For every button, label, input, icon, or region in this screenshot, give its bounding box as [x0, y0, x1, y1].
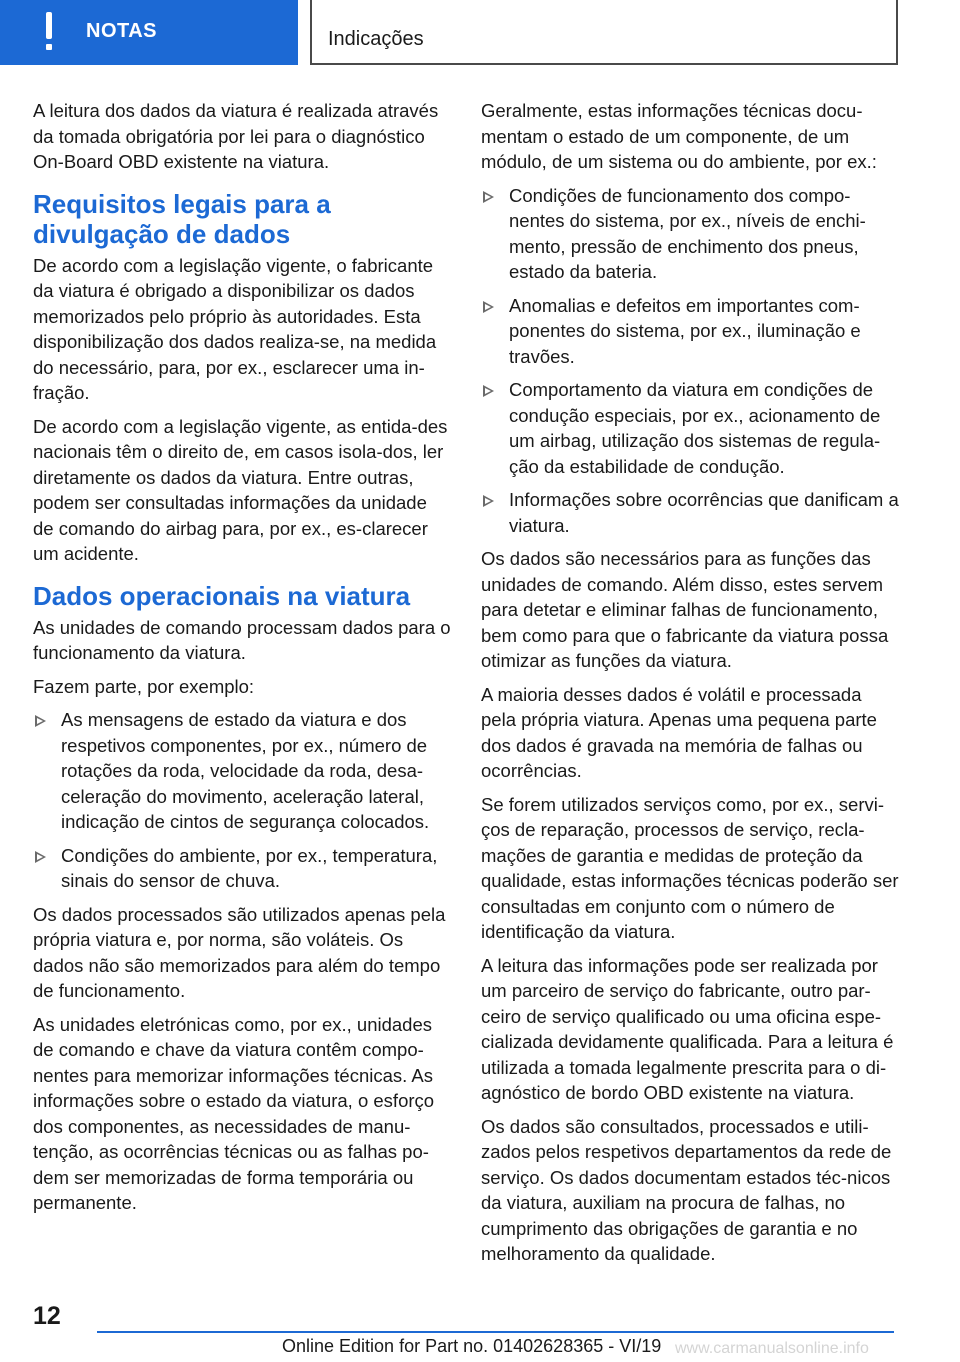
triangle-bullet-icon [483, 301, 494, 313]
list-item-text: As mensagens de estado da viatura e dos respetivos componentes, por ex., número de rotações da roda, velocidade da roda, desa‐celeração do movimento, aceleração lateral, indicação de cintos de segurança colocados. [61, 709, 430, 832]
triangle-bullet-icon [483, 385, 494, 397]
list-item-text: Condições do ambiente, por ex., temperatura, sinais do sensor de chuva. [61, 844, 438, 891]
list-item-text: Anomalias e defeitos em importantes com‐ponentes do sistema, por ex., iluminação e travões. [509, 294, 861, 367]
paragraph: De acordo com a legislação vigente, o fabricante da viatura é obrigado a disponibilizar os dados memorizados pelo próprio às autoridades. Esta disponibilização dos dados realiza-se, na medida do necessário, para, por ex., esclarecer uma in‐fração. [33, 254, 437, 403]
list-item-text: Comportamento da viatura em condições de condução especiais, por ex., acionamento de um airbag, utilização dos sistemas de regula‐ção da estabilidade de condução. [509, 379, 881, 477]
heading-legal-requirements: Requisitos legais para a divulgação de dados [33, 188, 331, 249]
paragraph: Fazem parte, por exemplo: [33, 675, 255, 697]
footer-divider [97, 1331, 894, 1333]
watermark: www.carmanualsonline.info [675, 1340, 869, 1357]
section-title: Indicações [328, 28, 424, 50]
triangle-bullet-icon [483, 191, 494, 203]
bullet-list [481, 183, 899, 539]
section-tab [0, 0, 298, 65]
list-item-text: Condições de funcionamento dos compo‐nentes do sistema, por ex., níveis de enchi‐mento, pressão de enchimento dos pneus, estado da bateria. [509, 184, 866, 282]
triangle-bullet-icon [35, 851, 46, 863]
paragraph: Os dados são consultados, processados e utili‐zados pelos respetivos departamentos da rede de serviço. Os dados documentam estados téc‐nicos da viatura, auxiliam na procura de falhas, no cumprimento das obrigações de garantia e no melhoramento da qualidade. [481, 1115, 892, 1264]
intro-paragraph: A leitura dos dados da viatura é realizada através da tomada obrigatória por lei para o diagnóstico On-Board OBD existente na viatura. [33, 100, 439, 172]
paragraph: Os dados processados são utilizados apenas pela própria viatura e, por norma, são voláteis. Os dados não são memorizados para além do tempo de funcionamento. [33, 903, 446, 1001]
paragraph: Se forem utilizados serviços como, por ex., servi‐ços de reparação, processos de serviço, recla‐mações de garantia e medidas de proteção da qualidade, estas informações técnicas poderão ser consultadas em conjunto com o número de identificação da viatura. [481, 793, 899, 942]
paragraph: Os dados são necessários para as funções das unidades de comando. Além disso, estes servem para detetar e eliminar falhas de funcionamento, bem como para que o fabricante da viatura possa otimizar as funções da viatura. [481, 548, 889, 671]
list-item [33, 707, 451, 835]
heading-operational-data: Dados operacionais na viatura [33, 580, 411, 611]
list-item [481, 377, 899, 479]
paragraph: A maioria desses dados é volátil e processada pela própria viatura. Apenas uma pequena parte dos dados é gravada na memória de falhas ou ocorrências. [481, 683, 877, 781]
list-item [481, 293, 899, 370]
section-label: NOTAS [86, 20, 158, 42]
list-item-text: Informações sobre ocorrências que danificam a viatura. [509, 489, 899, 536]
left-column [33, 98, 451, 1224]
exclamation-icon [44, 12, 54, 52]
section-title-box [310, 0, 898, 65]
paragraph: A leitura das informações pode ser realizada por um parceiro de serviço do fabricante, outro par‐ceiro de serviço qualificado ou uma oficina espe‐cializada devidamente qualificada. Para a leitura é utilizada a tomada legalmente prescrita para o di‐agnóstico de bordo OBD existente na viatura. [481, 954, 894, 1103]
triangle-bullet-icon [483, 495, 494, 507]
list-item [33, 843, 451, 894]
bullet-list [33, 707, 451, 894]
right-column [481, 98, 899, 1275]
paragraph: Geralmente, estas informações técnicas docu‐mentam o estado de um componente, de um módulo, de um sistema ou do ambiente, por ex.: [481, 100, 877, 172]
triangle-bullet-icon [35, 715, 46, 727]
list-item [481, 183, 899, 285]
paragraph: As unidades eletrónicas como, por ex., unidades de comando e chave da viatura contêm compo‐nentes para memorizar informações técnicas. As informações sobre o estado da viatura, o esforço dos componentes, as necessidades de manu‐tenção, as ocorrências técnicas ou as falhas po‐dem ser memorizadas de forma temporária ou permanente. [33, 1013, 435, 1213]
paragraph: As unidades de comando processam dados para o funcionamento da viatura. [33, 616, 451, 663]
edition-footer: Online Edition for Part no. 01402628365 - VI/19 [282, 1336, 662, 1356]
page-number: 12 [33, 1302, 61, 1330]
paragraph: De acordo com a legislação vigente, as entida‐des nacionais têm o direito de, em casos isola‐dos, ler diretamente os dados da viatura. Entre outras, podem ser consultadas informações da unidade de comando do airbag para, por ex., es‐clarecer um acidente. [33, 415, 448, 564]
list-item [481, 487, 899, 538]
